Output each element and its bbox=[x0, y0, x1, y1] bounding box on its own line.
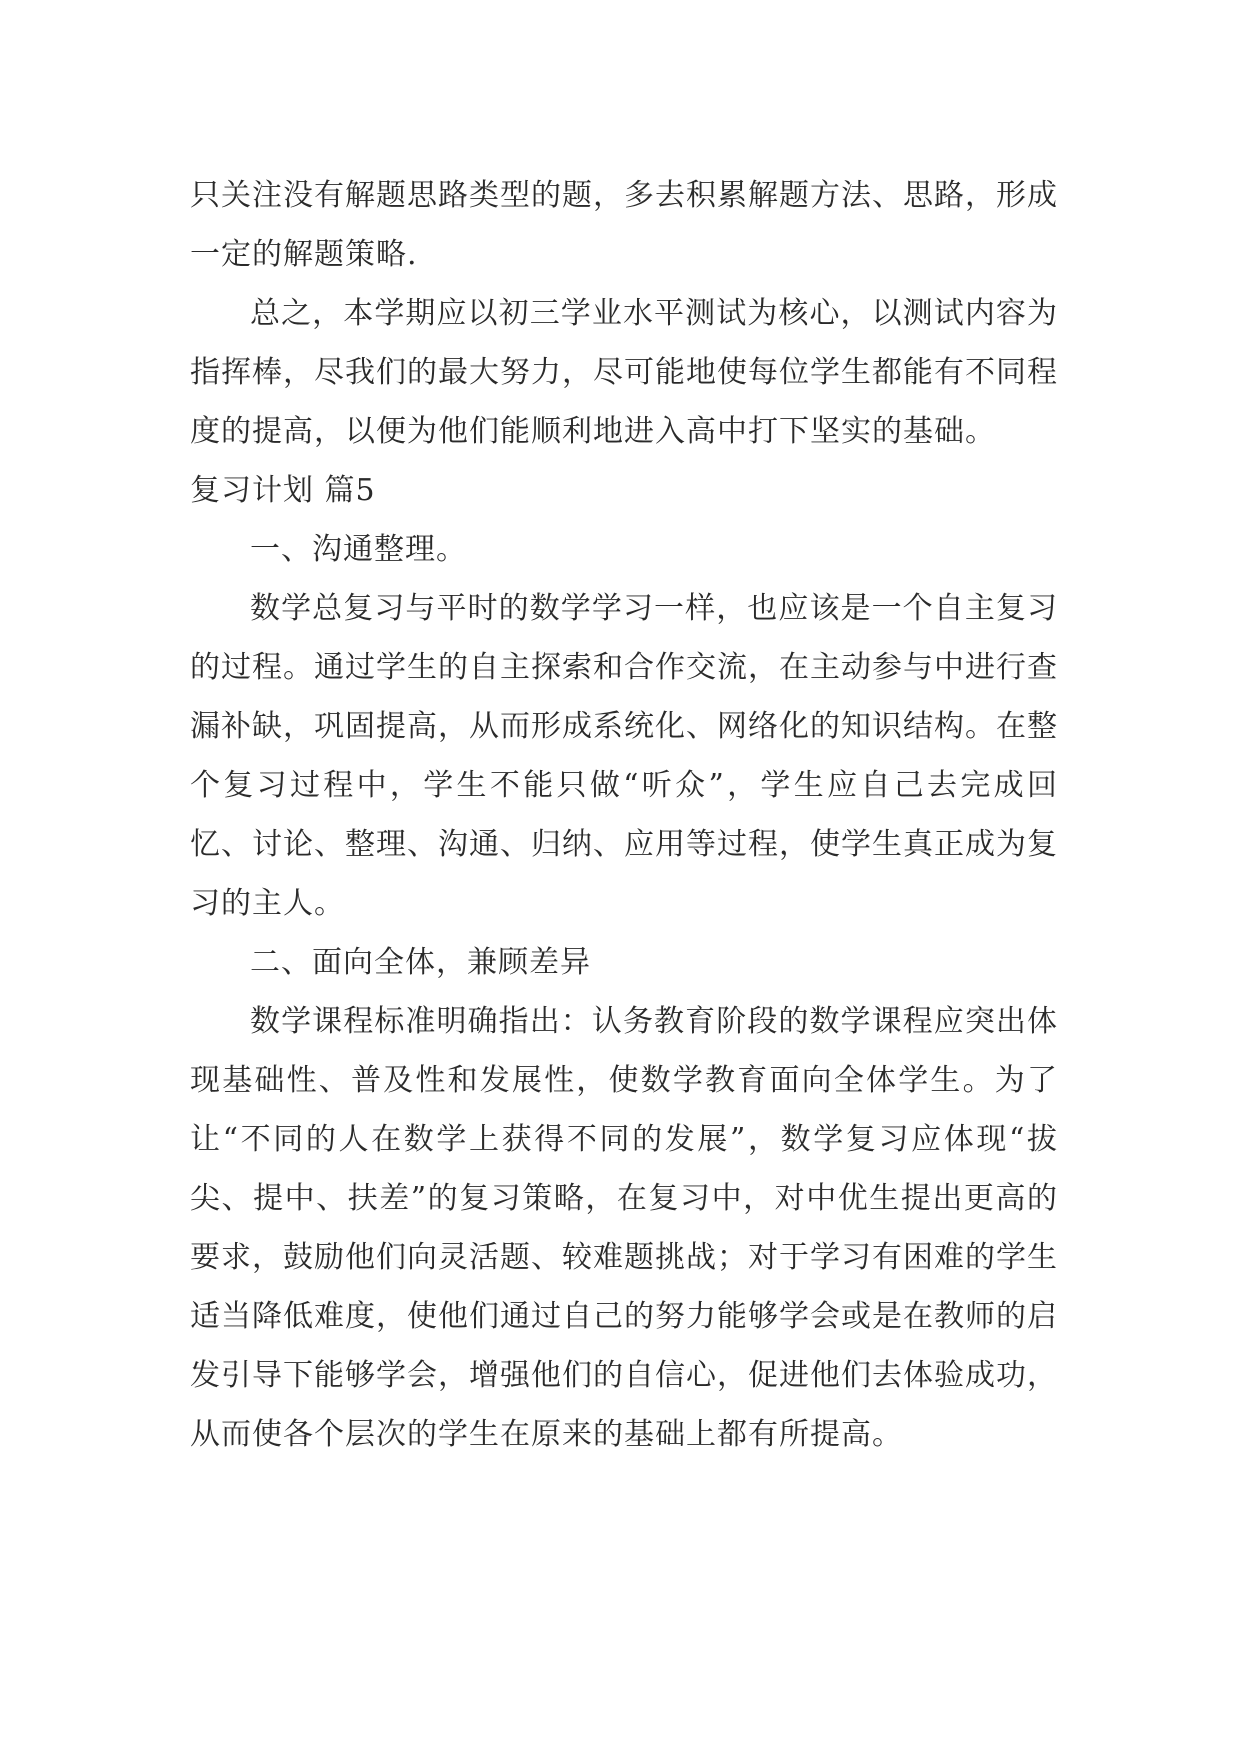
subheading-communicate-organize: 一、沟通整理。 bbox=[250, 532, 467, 567]
document-body bbox=[190, 166, 1058, 1464]
section-heading: 复习计划 篇5 bbox=[190, 473, 376, 508]
paragraph-curriculum-standard: 数学课程标准明确指出：认务教育阶段的数学课程应突出体现基础性、普及性和发展性，使数学教育面向全体学生。为了让“不同的人在数学上获得不同的发展”，数学复习应体现“拔尖、提中、扶差”的复习策略，在复习中，对中优生提出更高的要求，鼓励他们向灵活题、较难题挑战；对于学习有困难的学生适当降低难度，使他们通过自己的努力能够学会或是在教师的启发引导下能够学会，增强他们的自信心，促进他们去体验成功，从而使各个层次的学生在原来的基础上都有所提高。 bbox=[190, 1004, 1058, 1452]
subheading-all-students: 二、面向全体，兼顾差异 bbox=[250, 945, 591, 980]
paragraph-self-review: 数学总复习与平时的数学学习一样，也应该是一个自主复习的过程。通过学生的自主探索和合作交流，在主动参与中进行查漏补缺，巩固提高，从而形成系统化、网络化的知识结构。在整个复习过程中，学生不能只做“听众”，学生应自己去完成回忆、讨论、整理、沟通、归纳、应用等过程，使学生真正成为复习的主人。 bbox=[190, 591, 1058, 921]
paragraph-continuation: 只关注没有解题思路类型的题，多去积累解题方法、思路，形成一定的解题策略. bbox=[190, 178, 1058, 272]
paragraph-summary: 总之，本学期应以初三学业水平测试为核心，以测试内容为指挥棒，尽我们的最大努力，尽可能地使每位学生都能有不同程度的提高，以便为他们能顺利地进入高中打下坚实的基础。 bbox=[190, 296, 1058, 449]
